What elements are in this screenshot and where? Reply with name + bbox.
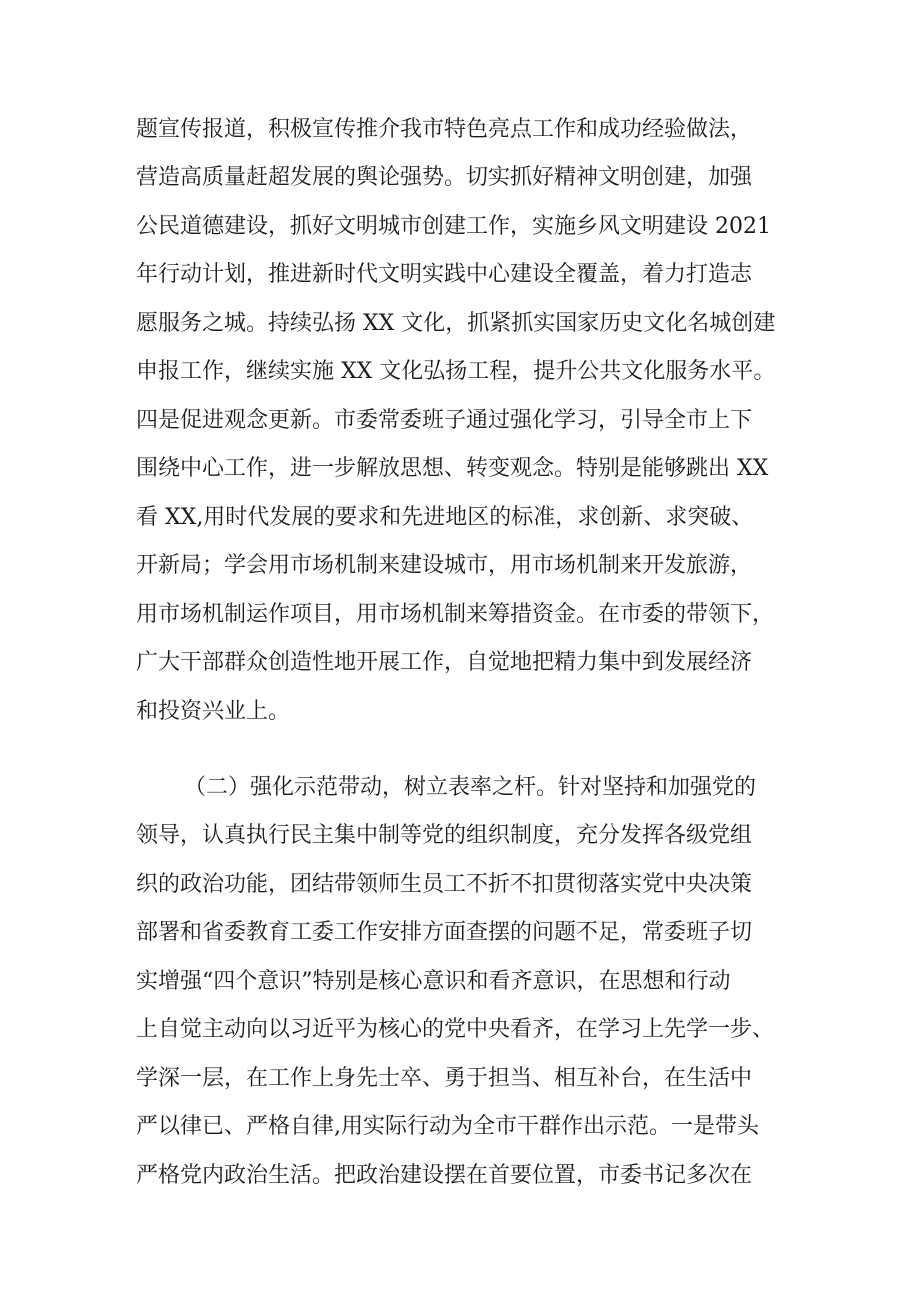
- text-line: 严以律已、严格自律,用实际行动为全市干群作出示范。一是带头: [136, 1114, 759, 1139]
- text-line: 营造高质量赶超发展的舆论强势。切实抓好精神文明创建，加强: [136, 165, 753, 190]
- text-line: 学深一层，在工作上身先士卒、勇于担当、相互补台，在生活中: [136, 1066, 753, 1091]
- text-line: 四是促进观念更新。市委常委班子通过强化学习，引导全市上下: [136, 408, 753, 433]
- text-line: 申报工作，继续实施 XX 文化弘扬工程，提升公共文化服务水平。: [136, 359, 776, 384]
- text-line: 公民道德建设，抓好文明城市创建工作，实施乡风文明建设 2021: [136, 214, 771, 239]
- section-heading-line: （二）强化示范带动，树立表率之杆。针对坚持和加强党的: [184, 775, 757, 800]
- text-line: 看 XX,用时代发展的要求和先进地区的标准，求创新、求突破、: [136, 505, 754, 530]
- text-line: 广大干部群众创造性地开展工作，自觉地把精力集中到发展经济: [136, 650, 753, 675]
- text-line: 题宣传报道，积极宣传推介我市特色亮点工作和成功经验做法，: [136, 117, 753, 142]
- text-line: 织的政治功能，团结带领师生员工不折不扣贯彻落实党中央决策: [136, 872, 753, 897]
- text-line: 年行动计划，推进新时代文明实践中心建设全覆盖，着力打造志: [136, 262, 753, 287]
- text-line: 和投资兴业上。: [136, 699, 291, 724]
- text-line: 实增强“四个意识”特别是核心意识和看齐意识，在思想和行动: [136, 969, 731, 994]
- text-line: 开新局；学会用市场机制来建设城市，用市场机制来开发旅游，: [136, 553, 753, 578]
- text-line: 严格党内政治生活。把政治建设摆在首要位置，市委书记多次在: [136, 1163, 753, 1188]
- text-line: 愿服务之城。持续弘扬 XX 文化，抓紧抓实国家历史文化名城创建: [136, 311, 776, 336]
- text-line: 领导，认真执行民主集中制等党的组织制度，充分发挥各级党组: [136, 823, 753, 848]
- text-line: 围绕中心工作，进一步解放思想、转变观念。特别是能够跳出 XX: [136, 456, 769, 481]
- text-line: 上自觉主动向以习近平为核心的党中央看齐，在学习上先学一步、: [136, 1017, 775, 1042]
- text-line: 部署和省委教育工委工作安排方面查摆的问题不足，常委班子切: [136, 920, 753, 945]
- text-line: 用市场机制运作项目，用市场机制来筹措资金。在市委的带领下，: [136, 602, 775, 627]
